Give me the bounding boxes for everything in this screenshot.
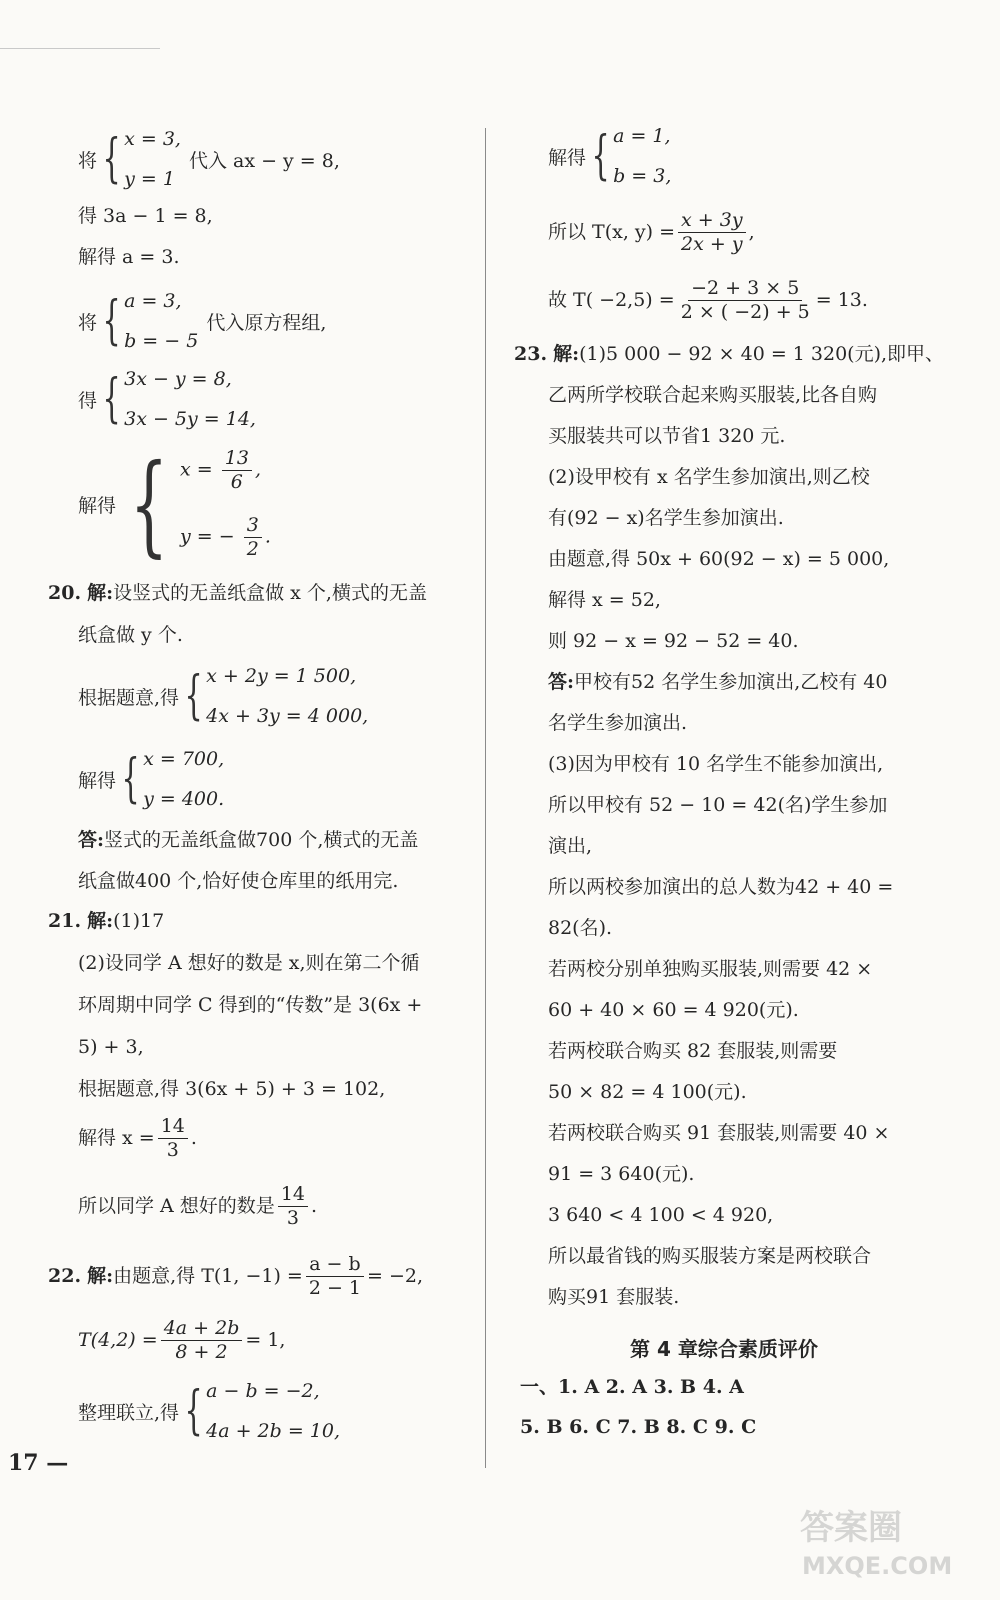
brace: { [184, 666, 203, 726]
text: T(4,2) = [78, 1328, 158, 1351]
text-line: 买服装共可以节省1 320 元. [548, 425, 786, 447]
system-rows [124, 128, 181, 190]
answer-line [78, 829, 418, 852]
numerator: 4a + 2b [161, 1318, 243, 1341]
top-rule [0, 48, 160, 49]
tail: , [748, 220, 755, 243]
brace: { [102, 369, 121, 429]
numerator: 14 [158, 1116, 188, 1139]
text: 解得 x = [78, 1126, 155, 1149]
text: 整理联立,得 [78, 1401, 180, 1424]
denominator: 8 + 2 [175, 1340, 228, 1363]
text-line: 名学生参加演出. [548, 712, 688, 734]
denominator: 6 [230, 470, 243, 493]
denominator: 3 [286, 1206, 299, 1229]
system-rows [206, 665, 368, 727]
question-number: 23. [514, 343, 548, 365]
text: 设竖式的无盖纸盒做 x 个,横式的无盖 [113, 582, 427, 604]
text: 根据题意,得 [78, 686, 180, 709]
text: (1)17 [113, 910, 165, 932]
text-line: 环周期中同学 C 得到的“传数”是 3(6x + [78, 994, 423, 1016]
system-row: y = 400. [143, 788, 225, 810]
text: 将 [78, 311, 98, 334]
text-line: 购买91 套服装. [548, 1286, 680, 1308]
text: 将 [78, 149, 98, 172]
numerator: −2 + 3 × 5 [688, 278, 802, 301]
answer-label: 答: [78, 829, 105, 851]
substitute-system-ab [78, 290, 326, 352]
system-row [180, 448, 271, 493]
fraction [278, 1184, 308, 1229]
system-row: b = 3, [613, 165, 672, 187]
text-line: 5) + 3, [78, 1036, 144, 1058]
text-line: 解得 x = 52, [548, 589, 661, 611]
numerator: a − b [306, 1254, 364, 1277]
brace: { [121, 749, 140, 809]
text-line: 根据题意,得 3(6x + 5) + 3 = 102, [78, 1078, 386, 1100]
text: 解得 [78, 494, 117, 517]
text-line: 若两校分别单独购买服装,则需要 42 × [548, 958, 873, 980]
text-line [548, 278, 868, 323]
equation-system [78, 368, 256, 430]
fraction [678, 278, 813, 323]
lhs: y = − [180, 525, 235, 548]
denominator: 2 − 1 [308, 1276, 362, 1299]
tail: = 13. [815, 288, 868, 311]
text: 甲校有52 名学生参加演出,乙校有 40 [574, 671, 888, 693]
numerator: 14 [278, 1184, 308, 1207]
text-line: 所以甲校有 52 − 10 = 42(名)学生参加 [548, 794, 888, 816]
solution-label: 解: [87, 1264, 114, 1287]
text-line [78, 1184, 317, 1229]
system-rows [143, 748, 224, 810]
text-line: 所以最省钱的购买服装方案是两校联合 [548, 1245, 872, 1267]
question-number: 22. [48, 1264, 82, 1287]
system-row: y = 1 [124, 168, 175, 190]
tail: . [311, 1194, 318, 1217]
answer-line [548, 671, 888, 694]
question-number: 21. [48, 910, 82, 932]
system-row: x = 700, [143, 748, 225, 770]
fraction [161, 1318, 243, 1363]
text: 竖式的无盖纸盒做700 个,横式的无盖 [104, 829, 419, 851]
brace: { [591, 126, 610, 186]
text-line: 解得 a = 3. [78, 246, 180, 268]
fraction [244, 515, 262, 560]
tail: . [190, 1126, 197, 1149]
brace: { [102, 129, 121, 189]
answer-label: 答: [548, 671, 575, 693]
equation-system [78, 665, 368, 727]
system-row [180, 515, 271, 560]
question-20-line [48, 582, 427, 605]
text: 故 T( −2,5) = [548, 288, 675, 311]
fraction [222, 448, 252, 493]
solution-system [78, 748, 224, 810]
text-line: 所以两校参加演出的总人数为42 + 40 = [548, 876, 894, 898]
system-row: 4x + 3y = 4 000, [206, 705, 369, 727]
watermark-cn: 答案圈 [800, 1508, 902, 1548]
text-line [78, 1318, 285, 1363]
numerator: 13 [222, 448, 252, 471]
system-rows [180, 448, 271, 560]
tail: = −2, [367, 1264, 424, 1287]
brace: { [129, 440, 169, 568]
system-rows [613, 125, 671, 187]
text-line: 60 + 40 × 60 = 4 920(元). [548, 999, 799, 1021]
text-line: 则 92 − x = 92 − 52 = 40. [548, 630, 799, 652]
numerator: 3 [244, 515, 262, 538]
solution-label: 解: [553, 343, 580, 365]
system-row: a = 3, [124, 290, 182, 312]
text-line [78, 1116, 197, 1161]
text-line: (2)设同学 A 想好的数是 x,则在第二个循 [78, 952, 420, 974]
fraction [158, 1116, 188, 1161]
text-line: 若两校联合购买 82 套服装,则需要 [548, 1040, 838, 1062]
brace: { [102, 291, 121, 351]
page-number: 17 — [8, 1450, 69, 1476]
question-21-line [48, 910, 164, 933]
system-rows [124, 290, 198, 352]
question-number: 20. [48, 582, 82, 604]
text-line: 3 640 < 4 100 < 4 920, [548, 1204, 774, 1226]
text-line: (2)设甲校有 x 名学生参加演出,则乙校 [548, 466, 870, 488]
fraction [306, 1254, 364, 1299]
question-22-line [48, 1254, 423, 1299]
text-line: 乙两所学校联合起来购买服装,比各自购 [548, 384, 878, 406]
system-row: x + 2y = 1 500, [206, 665, 357, 687]
text: 得 [78, 389, 98, 412]
numerator: x + 3y [678, 210, 746, 233]
brace: { [184, 1381, 203, 1441]
text: 所以同学 A 想好的数是 [78, 1194, 275, 1217]
watermark-logo [790, 1500, 980, 1590]
answer-key-row: 一、1. A 2. A 3. B 4. A [520, 1376, 744, 1398]
denominator: 3 [166, 1138, 179, 1161]
tail: , [254, 458, 261, 481]
text-line: 82(名). [548, 917, 613, 939]
fraction [678, 210, 746, 255]
equation-system [78, 1380, 340, 1442]
text-line: 有(92 − x)名学生参加演出. [548, 507, 784, 529]
system-row: 3x − 5y = 14, [124, 408, 256, 430]
solution-system [548, 125, 671, 187]
tail: . [264, 525, 271, 548]
system-rows [206, 1380, 340, 1442]
solution-system [78, 440, 271, 568]
tail: = 1, [245, 1328, 286, 1351]
text-line: 由题意,得 50x + 60(92 − x) = 5 000, [548, 548, 890, 570]
column-divider [485, 128, 486, 1468]
solution-label: 解: [87, 582, 114, 604]
substitute-system-xy [78, 128, 340, 190]
text: 代入原方程组, [206, 311, 327, 334]
system-rows [124, 368, 256, 430]
text-line: (3)因为甲校有 10 名学生不能参加演出, [548, 753, 884, 775]
question-23-line [514, 343, 944, 366]
text: 解得 [548, 146, 587, 169]
text-line [548, 210, 755, 255]
denominator: 2 × ( −2) + 5 [680, 300, 810, 323]
denominator: 2 [246, 538, 259, 561]
text-line: 纸盒做 y 个. [78, 624, 183, 646]
system-row: 3x − y = 8, [124, 368, 232, 390]
chapter-heading: 第 4 章综合素质评价 [630, 1337, 818, 1361]
text: 解得 [78, 769, 117, 792]
text: 代入 ax − y = 8, [188, 149, 340, 172]
denominator: 2x + y [681, 232, 743, 255]
system-row: b = − 5 [124, 330, 199, 352]
lhs: x = [180, 458, 213, 481]
text-line: 若两校联合购买 91 套服装,则需要 40 × [548, 1122, 890, 1144]
text-line: 纸盒做400 个,恰好使仓库里的纸用完. [78, 870, 399, 892]
answer-key-row: 5. B 6. C 7. B 8. C 9. C [520, 1416, 757, 1438]
text-line: 50 × 82 = 4 100(元). [548, 1081, 747, 1103]
text-line: 得 3a − 1 = 8, [78, 205, 213, 227]
solution-label: 解: [87, 910, 114, 932]
system-row: a − b = −2, [206, 1380, 320, 1402]
text-line: 演出, [548, 835, 593, 857]
system-row: a = 1, [613, 125, 671, 147]
text-line: 91 = 3 640(元). [548, 1163, 695, 1185]
system-row: 4a + 2b = 10, [206, 1420, 341, 1442]
watermark-en: MXQE.COM [802, 1552, 953, 1580]
system-row: x = 3, [124, 128, 181, 150]
text: 所以 T(x, y) = [548, 220, 676, 243]
text: (1)5 000 − 92 × 40 = 1 320(元),即甲、 [579, 343, 945, 365]
text: 由题意,得 T(1, −1) = [113, 1264, 303, 1287]
